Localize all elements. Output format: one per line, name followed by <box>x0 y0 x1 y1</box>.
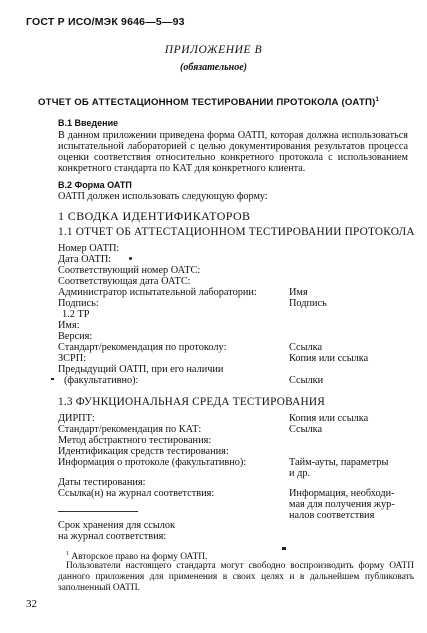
field-zsrp: ЗСРП: <box>58 353 87 364</box>
right-name: Имя <box>289 287 308 298</box>
right-timeouts: Тайм-ауты, параметры <box>289 457 389 468</box>
field-kat-standard: Стандарт/рекомендация по КАТ: <box>58 424 202 435</box>
field-optional-note: (факультативно): <box>64 375 139 386</box>
appendix-title: ПРИЛОЖЕНИЕ В <box>164 44 263 56</box>
footnote-marker: 1 <box>66 551 69 557</box>
field-log-references: Ссылка(н) на журнал соответствия: <box>58 488 215 499</box>
intro-heading: В.1 Введение <box>58 118 119 128</box>
field-report-number: Номер ОАТП: <box>58 243 120 254</box>
field-dirpt: ДИРПТ: <box>58 413 95 424</box>
right-reference: Ссылка <box>289 342 323 353</box>
section-1-1-title: 1.1 ОТЧЕТ ОБ АТТЕСТАЦИОННОМ ТЕСТИРОВАНИИ ПРОТОКОЛА <box>58 226 415 238</box>
field-retention-log: на журнал соответствия: <box>58 531 167 542</box>
field-lab-administrator: Администратор испытательной лаборатории: <box>58 287 257 298</box>
field-previous-report: Предыдущий ОАТП, при его наличии <box>58 364 224 375</box>
print-speck <box>51 378 54 380</box>
print-speck <box>282 547 286 550</box>
field-signature: Подпись: <box>58 298 99 309</box>
subsection-1-2: 1.2 ТР <box>62 309 90 320</box>
field-name: Имя: <box>58 320 80 331</box>
main-title-text: ОТЧЕТ ОБ АТТЕСТАЦИОННОМ ТЕСТИРОВАНИИ ПРОТОКОЛА (ОАТП) <box>38 97 376 109</box>
form-heading: В.2 Форма ОАТП <box>58 180 132 190</box>
main-title-note: 1 <box>375 97 380 103</box>
right-signature: Подпись <box>289 298 327 309</box>
appendix-subtitle: (обязательное) <box>180 62 247 73</box>
right-copy-or-reference-2: Копия или ссылка <box>289 413 369 424</box>
field-oats-date: Соответствующая дата ОАТС: <box>58 276 191 287</box>
footnote-text-1: Авторское право на форму ОАТП. <box>71 552 208 563</box>
right-references: Ссылки <box>289 375 324 386</box>
field-test-method: Метод абстрактного тестирования: <box>58 435 212 446</box>
form-intro-text: ОАТП должен использовать следующую форму: <box>58 191 268 202</box>
section-1-3-title: 1.3 ФУНКЦИОНАЛЬНАЯ СРЕДА ТЕСТИРОВАНИЯ <box>58 396 325 408</box>
right-reference-2: Ссылка <box>289 424 323 435</box>
footnote-rule <box>58 511 138 512</box>
field-protocol-standard: Стандарт/рекомендация по протоколу: <box>58 342 227 353</box>
field-version: Версия: <box>58 331 93 342</box>
field-oats-number: Соответствующий номер ОАТС: <box>58 265 201 276</box>
right-timeouts-cont: и др. <box>289 468 311 479</box>
document-header: ГОСТ Р ИСО/МЭК 9646—5—93 <box>26 16 185 28</box>
field-test-tools: Идентификация средств тестирования: <box>58 446 229 457</box>
intro-paragraph: В данном приложении приведена форма ОАТП, которая должна использоваться испытательной лабораторией с целью документирования результатов процесса оценки соответствия относительно конкретного протокола с использованием конкретного стандарта по КАТ для конкретного клиента. <box>58 130 408 174</box>
right-info-needed-3: налов соответствия <box>289 510 375 521</box>
field-retention-period: Срок хранения для ссылок <box>58 520 176 531</box>
main-title <box>38 97 379 108</box>
right-info-needed: Информация, необходи- <box>289 488 395 499</box>
right-info-needed-2: мая для получения жур- <box>289 499 395 510</box>
page-number: 32 <box>26 598 37 610</box>
print-speck <box>129 257 132 260</box>
field-test-dates: Даты тестирования: <box>58 477 146 488</box>
field-protocol-info: Информация о протоколе (факультативно): <box>58 457 247 468</box>
footnote-line-2: Пользователи настоящего стандарта могут свободно воспроизводить форму ОАТП данного приложения для применения в своих целях и в дальнейшем публиковать заполненный ОАТП. <box>58 561 414 593</box>
right-copy-or-reference: Копия или ссылка <box>289 353 369 364</box>
field-report-date: Дата ОАТП: <box>58 254 112 265</box>
section-1-title: 1 СВОДКА ИДЕНТИФИКАТОРОВ <box>58 209 251 223</box>
